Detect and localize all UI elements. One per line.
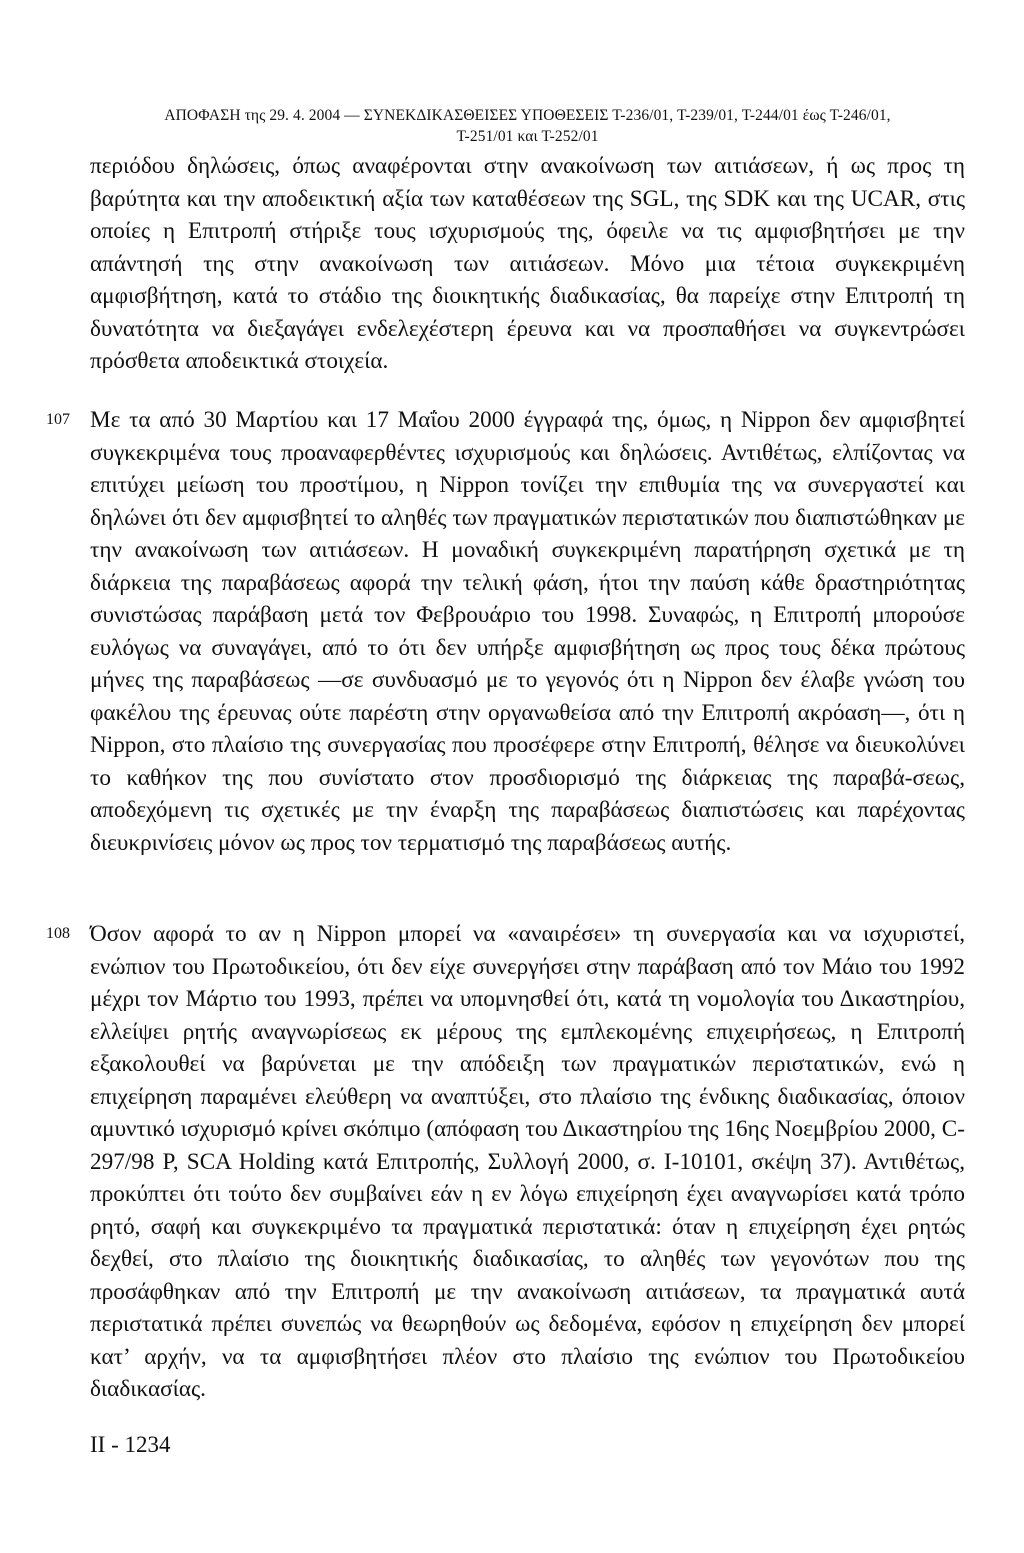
paragraph-107 bbox=[46, 404, 965, 859]
paragraph-number-107: 107 bbox=[46, 411, 70, 428]
paragraph-number-108: 108 bbox=[46, 925, 70, 942]
paragraph-107-text: Με τα από 30 Μαρτίου και 17 Μαΐου 2000 έγγραφά της, όμως, η Nippon δεν αμφισβητεί συγκεκριμένα τους προαναφερθέντες ισχυρισμούς και δηλώσεις. Αντιθέτως, ελπίζοντας να επιτύχει μείωση του προστίμου, η Nippon τονίζει την επιθυμία της να συνεργαστεί και δηλώνει ότι δεν αμφισβητεί το αληθές των πραγματικών περιστατικών που διαπιστώθηκαν με την ανακοίνωση των αιτιάσεων. Η μοναδική συγκεκριμένη παρατήρηση σχετικά με τη διάρκεια της παραβάσεως αφορά την τελική φάση, ήτοι την παύση κάθε δραστηριότητας συνιστώσας παράβαση μετά τον Φεβρουάριο του 1998. Συναφώς, η Επιτροπή μπορούσε ευλόγως να συναγάγει, από το ότι δεν υπήρξε αμφισβήτηση ως προς τους δέκα πρώτους μήνες της παραβάσεως —σε συνδυασμό με το γεγονός ότι η Nippon δεν έλαβε γνώση του φακέλου της έρευνας ούτε παρέστη στην οργανωθείσα από την Επιτροπή ακρόαση—, ότι η Nippon, στο πλαίσιο της συνεργασίας που προσέφερε στην Επιτροπή, θέλησε να διευκολύνει το καθήκον της που συνίστατο στον προσδιορισμό της διάρκειας της παραβά-σεως, αποδεχόμενη τις σχετικές με την έναρξη της παραβάσεως διαπιστώσεις και παρέχοντας διευκρινίσεις μόνον ως προς τον τερματισμό της παραβάσεως αυτής. bbox=[90, 407, 965, 856]
running-header bbox=[90, 105, 965, 147]
running-header-line-2: Τ-251/01 και Τ-252/01 bbox=[456, 128, 599, 145]
paragraph-108-text: Όσον αφορά το αν η Nippon μπορεί να «αναιρέσει» τη συνεργασία και να ισχυριστεί, ενώπιον του Πρωτοδικείου, ότι δεν είχε συνεργήσει στην παράβαση από τον Μάιο του 1992 μέχρι τον Μάρτιο του 1993, πρέπει να υπομνησθεί ότι, κατά τη νομολογία του Δικαστηρίου, ελλείψει ρητής αναγνωρίσεως εκ μέρους της εμπλεκομένης επιχειρήσεως, η Επιτροπή εξακολουθεί να βαρύνεται με την απόδειξη των πραγματικών περιστατικών, ενώ η επιχείρηση παραμένει ελεύθερη να αναπτύξει, στο πλαίσιο της ένδικης διαδικασίας, όποιον αμυντικό ισχυρισμό κρίνει σκόπιμο (απόφαση του Δικαστηρίου της 16ης Νοεμβρίου 2000, C-297/98 P, SCA Holding κατά Επιτροπής, Συλλογή 2000, σ. I-10101, σκέψη 37). Αντιθέτως, προκύπτει ότι τούτο δεν συμβαίνει εάν η εν λόγω επιχείρηση έχει αναγνωρίσει κατά τρόπο ρητό, σαφή και συγκεκριμένο τα πραγματικά περιστατικά: όταν η επιχείρηση έχει ρητώς δεχθεί, στο πλαίσιο της διοικητικής διαδικασίας, το αληθές των γεγονότων που της προσάφθηκαν από την Επιτροπή με την ανακοίνωση αιτιάσεων, τα πραγματικά αυτά περιστατικά πρέπει συνεπώς να θεωρηθούν ως δεδομένα, εφόσον η επιχείρηση δεν μπορεί κατ’ αρχήν, να τα αμφισβητήσει πλέον στο πλαίσιο της ενώπιον του Πρωτοδικείου διαδικασίας. bbox=[90, 921, 965, 1402]
paragraph-108 bbox=[46, 918, 965, 1406]
page-number: II - 1234 bbox=[90, 1432, 171, 1457]
running-header-line-1: ΑΠΟΦΑΣΗ της 29. 4. 2004 — ΣΥΝΕΚΔΙΚΑΣΘΕΙΣΕΣ ΥΠΟΘΕΣΕΙΣ Τ-236/01, Τ-239/01, Τ-244/01 έως Τ-246/01, bbox=[164, 107, 891, 124]
paragraph-continuation: περιόδου δηλώσεις, όπως αναφέρονται στην ανακοίνωση των αιτιάσεων, ή ως προς τη βαρύτητα και την αποδεικτική αξία των καταθέσεων της SGL, της SDK και της UCAR, στις οποίες η Επιτροπή στήριξε τους ισχυρισμούς της, όφειλε να τις αμφισβητήσει με την απάντησή της στην ανακοίνωση των αιτιάσεων. Μόνο μια τέτοια συγκεκριμένη αμφισβήτηση, κατά το στάδιο της διοικητικής διαδικασίας, θα παρείχε στην Επιτροπή τη δυνατότητα να διεξαγάγει ενδελεχέστερη έρευνα και να προσπαθήσει να συγκεντρώσει πρόσθετα αποδεικτικά στοιχεία. bbox=[90, 153, 965, 374]
